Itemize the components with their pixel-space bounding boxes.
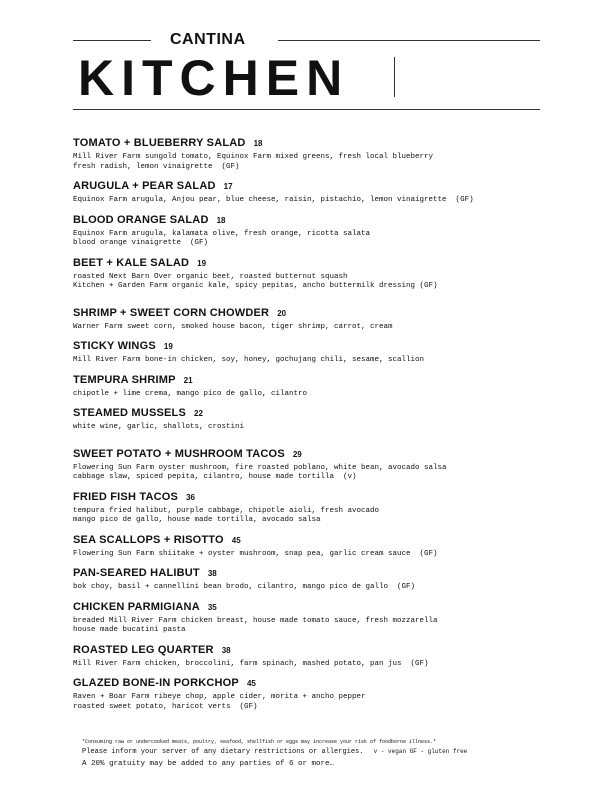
menu-item-description: roasted Next Barn Over organic beet, roasted butternut squash Kitchen + Garden Farm organic kale, spicy pepitas, ancho buttermilk dressing (GF) — [73, 272, 438, 290]
menu-item-description: Mill River Farm bone-in chicken, soy, honey, gochujang chili, sesame, scallion — [73, 356, 425, 364]
menu-item-price: 36 — [186, 492, 195, 502]
menu-list — [73, 136, 593, 726]
menu-item-price: 22 — [194, 409, 203, 418]
menu-item — [73, 447, 593, 483]
menu-item-header — [73, 447, 593, 462]
menu-item-price: 38 — [221, 645, 231, 655]
menu-item-header — [73, 600, 593, 615]
menu-item-description: Raven + Boar Farm ribeye chop, apple cider, morita + ancho pepper roasted sweet potato, haricot verts (GF) — [73, 693, 366, 711]
menu-item-description: tempura fried halibut, purple cabbage, chipotle aioli, fresh avocado mango pico de gallo, house made tortilla, avocado salsa — [73, 506, 380, 524]
menu-item — [73, 306, 593, 333]
menu-item — [73, 566, 593, 593]
menu-item-name: PAN-SEARED HALIBUT — [73, 567, 200, 579]
menu-item-description: Mill River Farm chicken, broccolini, farm spinach, mashed potato, pan jus (GF) — [73, 659, 429, 668]
menu-item-description: Flowering Sun Farm shiitake + oyster mushroom, snap pea, garlic cream sauce (GF) — [73, 549, 438, 558]
menu-item-description: bok choy, basil + cannellini bean brodo, cilantro, mango pico de gallo (GF) — [73, 583, 416, 591]
allergy-line — [82, 746, 542, 758]
header-rule-right — [278, 40, 540, 41]
menu-item-description: Flowering Sun Farm oyster mushroom, fire roasted poblano, white bean, avocado salsa cabbage slaw, spiced pepita, cilantro, house made tortilla (v) — [73, 463, 447, 481]
menu-item — [73, 406, 593, 433]
menu-item — [73, 676, 593, 712]
header-vertical-divider — [394, 57, 395, 97]
menu-item-header — [73, 373, 593, 388]
menu-item-price: 17 — [223, 182, 233, 191]
menu-item-name: ROASTED LEG QUARTER — [73, 643, 214, 656]
menu-item-name: BEET + KALE SALAD — [73, 256, 190, 269]
menu-item-name: GLAZED BONE-IN PORKCHOP — [73, 677, 239, 689]
menu-item-description: Equinox Farm arugula, Anjou pear, blue cheese, raisin, pistachio, lemon vinaigrette (GF) — [73, 196, 474, 204]
menu-item-name: BLOOD ORANGE SALAD — [73, 213, 209, 226]
brand-top-label: CANTINA — [170, 31, 246, 48]
menu-item-price: 35 — [207, 602, 217, 612]
menu-item — [73, 339, 593, 366]
menu-item-name: STICKY WINGS — [73, 340, 156, 352]
menu-section — [73, 306, 593, 433]
diet-key: v - vegan GF - gluten free — [373, 748, 468, 755]
menu-item-price: 18 — [253, 139, 263, 148]
menu-item — [73, 600, 593, 636]
menu-item-price: 45 — [231, 535, 241, 545]
menu-item-name: TEMPURA SHRIMP — [73, 373, 176, 386]
menu-item-price: 21 — [183, 375, 193, 385]
menu-item-description: chipotle + lime crema, mango pico de gallo, cilantro — [73, 389, 308, 398]
menu-item-price: 45 — [246, 679, 256, 688]
menu-item-header — [73, 406, 593, 421]
menu-item-description: white wine, garlic, shallots, crostini — [73, 423, 245, 431]
menu-item-header — [73, 306, 593, 321]
menu-item — [73, 136, 593, 172]
menu-item — [73, 490, 593, 526]
menu-item-name: STEAMED MUSSELS — [73, 407, 187, 419]
menu-item-header — [73, 179, 593, 194]
menu-item — [73, 213, 593, 249]
menu-item-name: SWEET POTATO + MUSHROOM TACOS — [73, 447, 285, 460]
gratuity-note: A 20% gratuity may be added to any parties of 6 or more… — [82, 760, 335, 768]
menu-item — [73, 373, 593, 400]
menu-item-header — [73, 136, 593, 151]
menu-item-description: Warner Farm sweet corn, smoked house bacon, tiger shrimp, carrot, cream — [73, 322, 393, 331]
menu-item-price: 18 — [216, 215, 226, 225]
menu-item-price: 19 — [163, 342, 173, 351]
header-rule-left — [73, 40, 151, 41]
menu-item-price: 20 — [277, 308, 287, 318]
menu-section — [73, 136, 593, 292]
menu-item-name: FRIED FISH TACOS — [73, 490, 179, 503]
menu-item — [73, 256, 593, 292]
consumer-warning: *Consuming raw or undercooked meats, poultry, seafood, shellfish or eggs may increase your risk of foodborne illness.* — [82, 739, 437, 745]
menu-item-header — [73, 213, 593, 228]
menu-footer — [82, 738, 542, 770]
menu-item-header — [73, 643, 593, 658]
menu-item-header — [73, 566, 593, 581]
menu-item-description: breaded Mill River Farm chicken breast, house made tomato sauce, fresh mozzarella house made bucatini pasta — [73, 616, 438, 634]
menu-item-description: Mill River Farm sungold tomato, Equinox Farm mixed greens, fresh local blueberry fresh radish, lemon vinaigrette (GF) — [73, 153, 434, 171]
menu-item-price: 29 — [292, 449, 302, 459]
menu-item — [73, 643, 593, 670]
menu-item-name: SEA SCALLOPS + RISOTTO — [73, 533, 224, 546]
menu-item-name: ARUGULA + PEAR SALAD — [73, 180, 216, 192]
menu-item-header — [73, 533, 593, 548]
menu-item — [73, 533, 593, 560]
menu-item-header — [73, 339, 593, 354]
menu-item-header — [73, 676, 593, 691]
allergy-note: Please inform your server of any dietary restrictions or allergies. — [82, 748, 364, 756]
menu-section — [73, 447, 593, 713]
menu-item-description: Equinox Farm arugula, kalamata olive, fresh orange, ricotta salata blood orange vinaigrette (GF) — [73, 229, 371, 247]
menu-item-name: TOMATO + BLUEBERRY SALAD — [73, 137, 246, 149]
menu-item-price: 19 — [197, 258, 207, 268]
menu-item-header — [73, 490, 593, 505]
menu-item-header — [73, 256, 593, 271]
menu-item-price: 38 — [207, 569, 217, 578]
menu-item — [73, 179, 593, 206]
menu-item-name: SHRIMP + SWEET CORN CHOWDER — [73, 306, 270, 319]
brand-logo-text: KITCHEN — [78, 50, 350, 106]
header-rule-bottom — [73, 109, 540, 110]
menu-item-name: CHICKEN PARMIGIANA — [73, 600, 200, 613]
